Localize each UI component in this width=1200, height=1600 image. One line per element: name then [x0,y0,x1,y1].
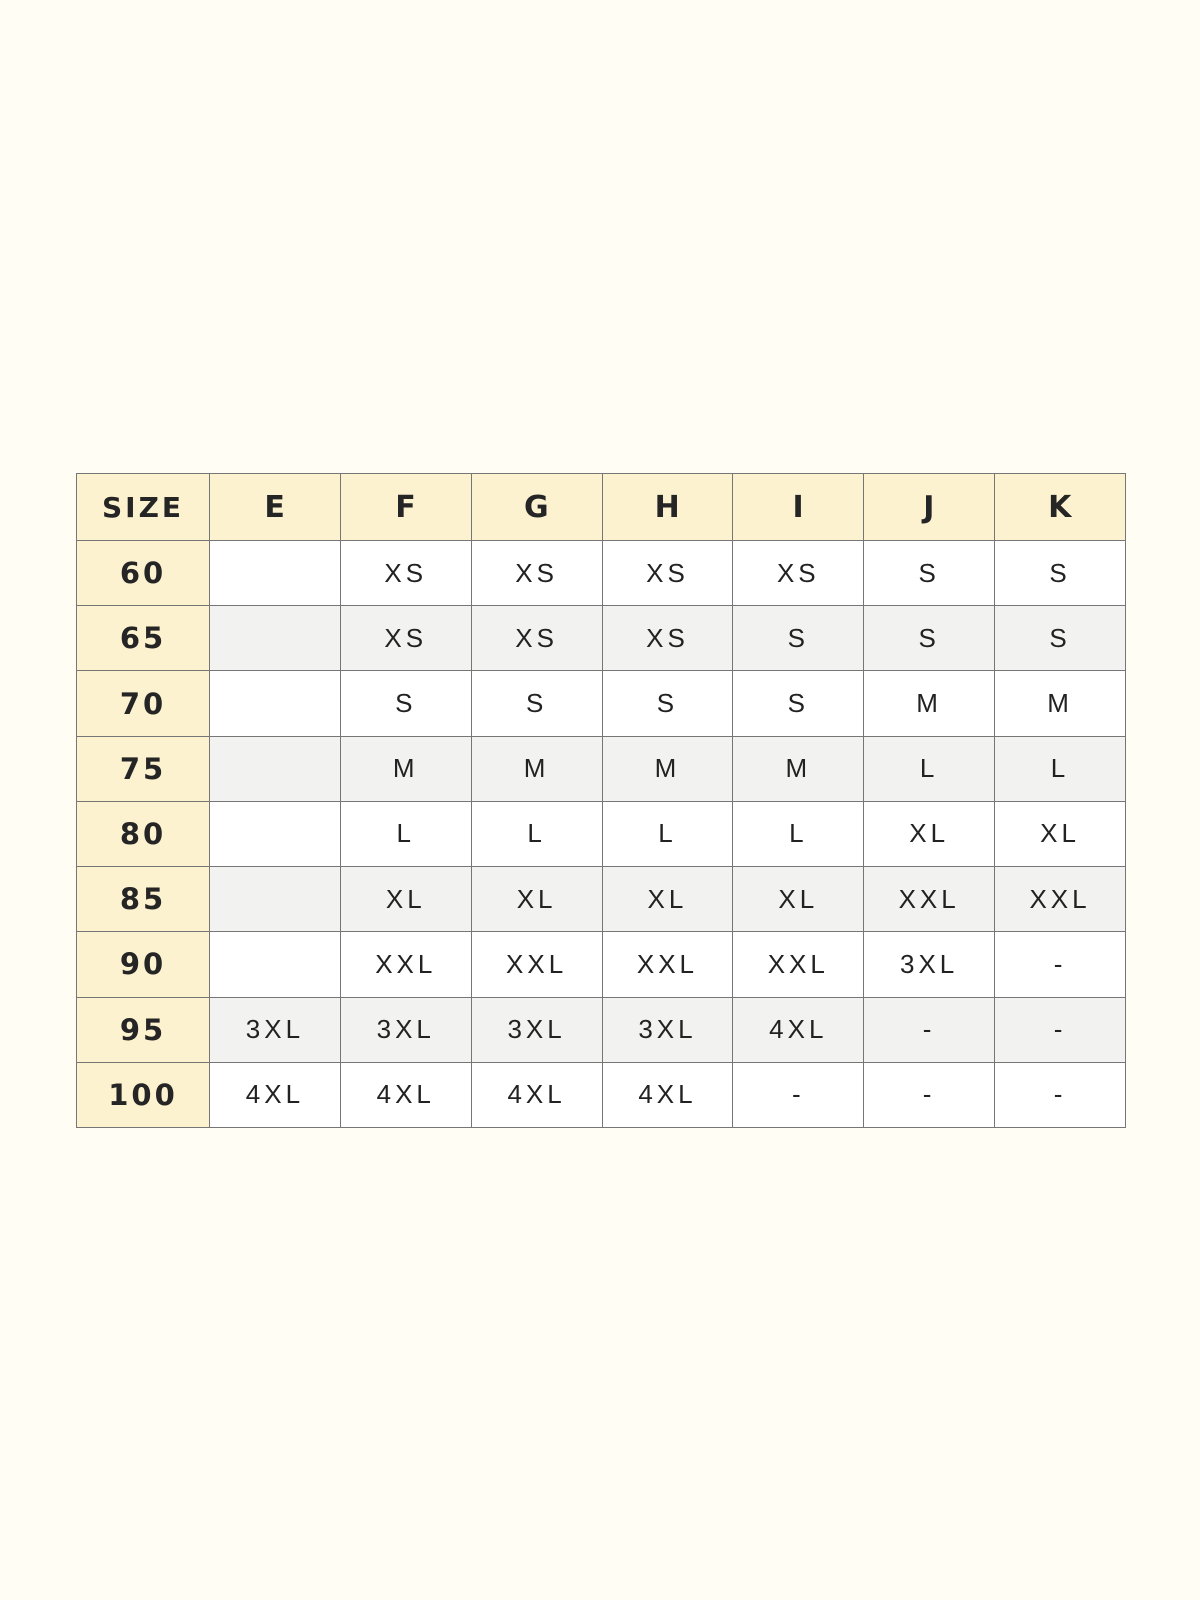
size-cell: S [733,606,864,671]
size-cell: XL [733,867,864,932]
band-size-label: 100 [77,1062,210,1127]
band-size-label: 65 [77,606,210,671]
size-cell: XXL [995,867,1126,932]
size-cell: XS [471,606,602,671]
size-cell: XXL [602,932,733,997]
size-cell [210,671,341,736]
size-cell: XXL [733,932,864,997]
size-cell: XS [602,606,733,671]
size-cell: L [602,801,733,866]
size-cell: M [864,671,995,736]
size-cell: 4XL [340,1062,471,1127]
size-cell: XL [340,867,471,932]
size-cell: XL [471,867,602,932]
table-row [77,606,1126,671]
size-cell: 4XL [733,997,864,1062]
size-cell: L [733,801,864,866]
size-cell: XL [602,867,733,932]
size-cell: L [864,736,995,801]
size-cell: S [733,671,864,736]
size-cell: - [995,932,1126,997]
size-cell: S [602,671,733,736]
band-size-label: 85 [77,867,210,932]
size-cell: M [995,671,1126,736]
size-cell: S [471,671,602,736]
size-cell: XL [864,801,995,866]
band-size-label: 80 [77,801,210,866]
size-cell: - [864,1062,995,1127]
cup-header-e: E [210,474,341,541]
size-cell: 4XL [602,1062,733,1127]
size-cell: 4XL [210,1062,341,1127]
size-cell: XXL [340,932,471,997]
band-size-label: 95 [77,997,210,1062]
cup-header-g: G [471,474,602,541]
band-size-label: 75 [77,736,210,801]
size-chart-body [77,541,1126,1128]
size-cell: 3XL [602,997,733,1062]
band-size-label: 90 [77,932,210,997]
table-row [77,867,1126,932]
size-cell: XL [995,801,1126,866]
band-size-label: 60 [77,541,210,606]
size-cell: 3XL [471,997,602,1062]
size-cell: XS [340,606,471,671]
size-cell: - [864,997,995,1062]
size-cell: 3XL [210,997,341,1062]
size-cell [210,932,341,997]
size-cell: 3XL [340,997,471,1062]
size-cell: M [733,736,864,801]
cup-header-h: H [602,474,733,541]
cup-header-f: F [340,474,471,541]
size-cell [210,736,341,801]
size-cell: S [995,606,1126,671]
size-cell: M [602,736,733,801]
size-cell: S [864,606,995,671]
size-cell: XS [340,541,471,606]
size-cell: - [733,1062,864,1127]
size-cell: S [340,671,471,736]
size-cell: - [995,997,1126,1062]
size-cell: XXL [864,867,995,932]
size-cell: L [340,801,471,866]
size-cell: M [340,736,471,801]
size-cell: XXL [471,932,602,997]
size-corner-label: SIZE [77,474,210,541]
size-cell: XS [471,541,602,606]
table-row [77,1062,1126,1127]
size-cell: 3XL [864,932,995,997]
size-cell [210,541,341,606]
cup-header-j: J [864,474,995,541]
table-row [77,671,1126,736]
size-cell [210,867,341,932]
size-chart-table [76,473,1126,1128]
size-chart-header [77,474,1126,541]
table-row [77,736,1126,801]
size-cell: XS [733,541,864,606]
size-cell: XS [602,541,733,606]
size-cell [210,606,341,671]
table-row [77,541,1126,606]
table-row [77,801,1126,866]
band-size-label: 70 [77,671,210,736]
size-cell: S [864,541,995,606]
size-cell: M [471,736,602,801]
size-cell: L [471,801,602,866]
size-cell: S [995,541,1126,606]
table-row [77,997,1126,1062]
size-cell: - [995,1062,1126,1127]
cup-size-header-row [77,474,1126,541]
size-cell: 4XL [471,1062,602,1127]
size-cell [210,801,341,866]
size-cell: L [995,736,1126,801]
table-row [77,932,1126,997]
cup-header-k: K [995,474,1126,541]
cup-header-i: I [733,474,864,541]
